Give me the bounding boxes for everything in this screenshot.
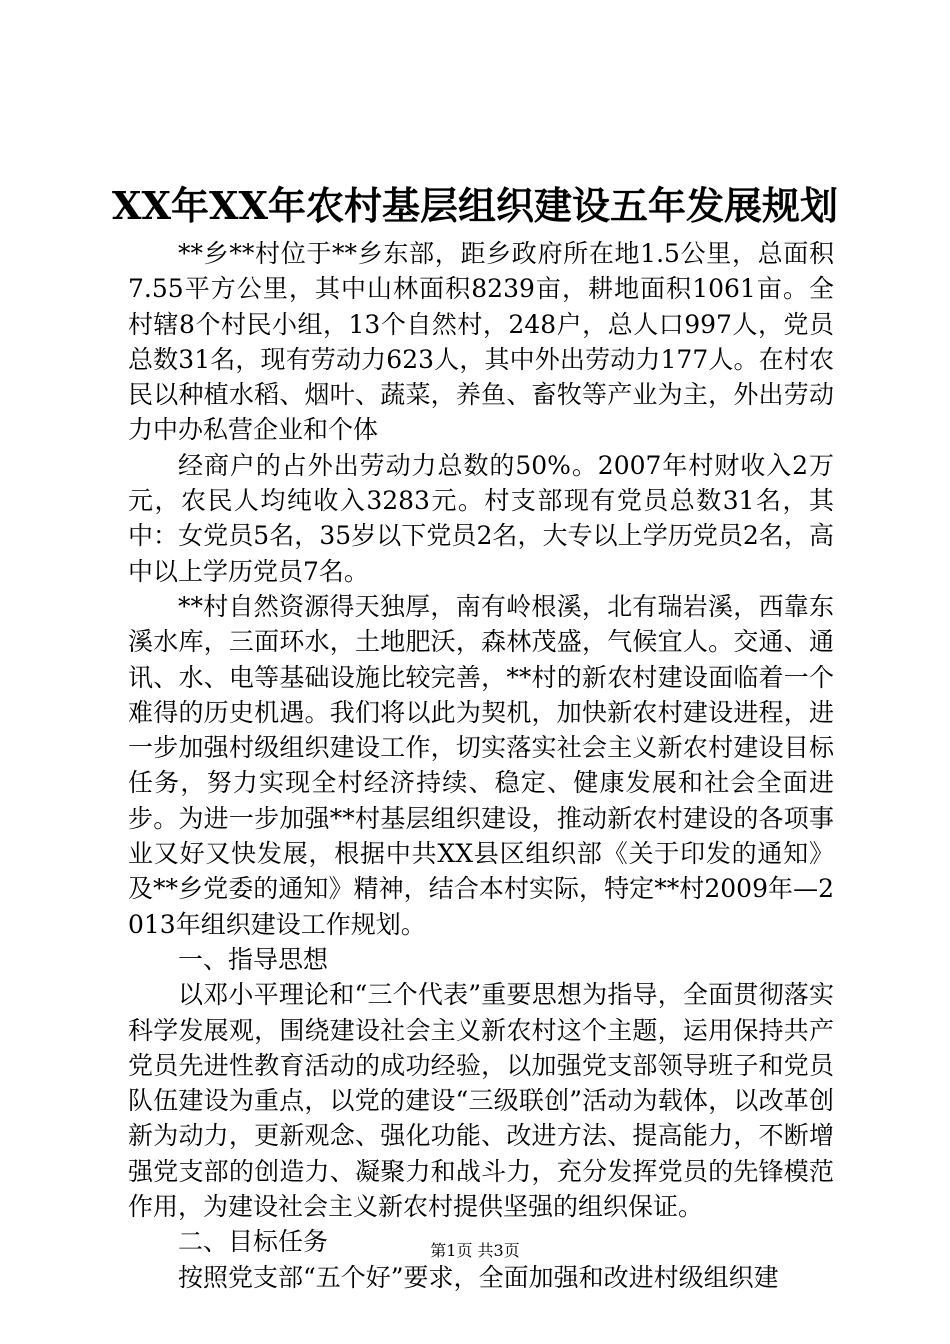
paragraph-economy: 经商户的占外出劳动力总数的50%。2007年村财收入2万元，农民人均纯收入3283元。村支部现有党员总数31名，其中：女党员5名，35岁以下党员2名，大专以上学历党员2名，高中以上学历党员7名。 (128, 450, 834, 586)
page-footer: 第1页 共3页 (430, 1241, 520, 1260)
document-body (128, 236, 834, 1295)
paragraph-goals: 按照党支部“五个好”要求，全面加强和改进村级组织建 (178, 1262, 779, 1292)
paragraph-guiding-ideology: 以邓小平理论和“三个代表”重要思想为指导，全面贯彻落实科学发展观，围绕建设社会主义新农村这个主题，运用保持共产党员先进性教育活动的成功经验，以加强党支部领导班子和党员队伍建设为重点，以党的建设“三级联创”活动为载体，以改革创新为动力，更新观念、强化功能、改进方法、提高能力，不断增强党支部的创造力、凝聚力和战斗力，充分发挥党员的先锋模范作用，为建设社会主义新农村提供坚强的组织保证。 (128, 980, 834, 1222)
paragraph-resources: **村自然资源得天独厚，南有岭根溪，北有瑞岩溪，西靠东溪水库，三面环水，土地肥沃，森林茂盛，气候宜人。交通、通讯、水、电等基础设施比较完善，**村的新农村建设面临着一个难得的历史机遇。我们将以此为契机，加快新农村建设进程，进一步加强村级组织建设工作，切实落实社会主义新农村建设目标任务，努力实现全村经济持续、稳定、健康发展和社会全面进步。为进一步加强**村基层组织建设，推动新农村建设的各项事业又好又快发展，根据中共XX县区组织部《关于印发的通知》及**乡党委的通知》精神，结合本村实际，特定**村2009年—2013年组织建设工作规划。 (128, 591, 834, 939)
section-heading-goals: 二、目标任务 (178, 1227, 329, 1257)
section-heading-guiding-ideology: 一、指导思想 (178, 944, 329, 974)
document-title: XX年XX年农村基层组织建设五年发展规划 (112, 183, 838, 228)
paragraph-overview: **乡**村位于**乡东部，距乡政府所在地1.5公里，总面积7.55平方公里，其中山林面积8239亩，耕地面积1061亩。全村辖8个村民小组，13个自然村，248户，总人口997人，党员总数31名，现有劳动力623人，其中外出劳动力177人。在村农民以种植水稻、烟叶、蔬菜，养鱼、畜牧等产业为主，外出劳动力中办私营企业和个体 (128, 239, 834, 445)
